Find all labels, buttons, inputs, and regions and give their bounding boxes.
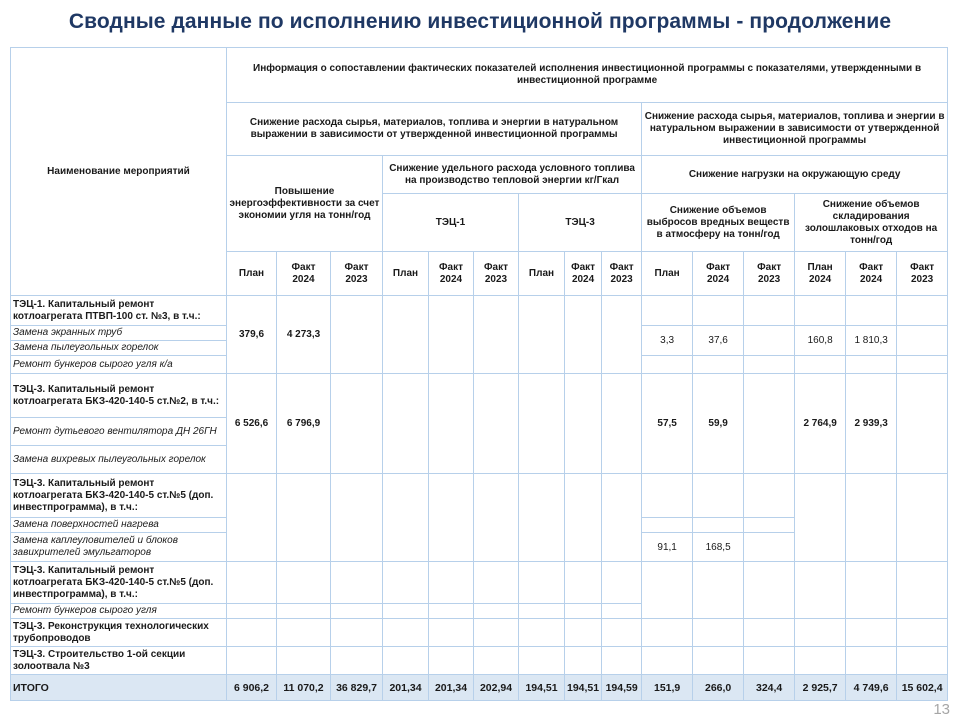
subcol-header: Факт 2024 <box>565 252 602 296</box>
total-value: 4 749,6 <box>846 675 897 701</box>
row-name: ТЭЦ-3. Капитальный ремонт котлоагрегата БКЗ-420-140-5 ст.№5 (доп. инвестпрограмма), в т.ч.: <box>11 474 227 518</box>
table-row <box>11 374 948 418</box>
cell-emissions-plan: 3,3 <box>642 326 693 356</box>
subcol-header: План <box>519 252 565 296</box>
row-name: ТЭЦ-1. Капитальный ремонт котлоагрегата ПТВП-100 ст. №3, в т.ч.: <box>11 296 227 326</box>
header-environment-load: Снижение нагрузки на окружающую среду <box>642 156 948 194</box>
row-subitem: Замена поверхностей нагрева <box>11 518 227 533</box>
table-row <box>11 474 948 518</box>
cell-emissions-fact-2024: 59,9 <box>693 374 744 474</box>
table-row <box>11 619 948 647</box>
row-subitem: Ремонт бункеров сырого угля к/а <box>11 356 227 374</box>
total-value: 202,94 <box>474 675 519 701</box>
cell-ash-plan: 160,8 <box>795 326 846 356</box>
row-subitem: Замена каплеуловителей и блоков завихрителей эмульгаторов <box>11 533 227 562</box>
subcol-header: Факт 2023 <box>474 252 519 296</box>
investment-table <box>10 47 948 701</box>
row-subitem: Замена пылеугольных горелок <box>11 341 227 356</box>
subcol-header: План 2024 <box>795 252 846 296</box>
cell-ash-fact-2024: 2 939,3 <box>846 374 897 474</box>
table-row <box>11 647 948 675</box>
total-label: ИТОГО <box>11 675 227 701</box>
subcol-header: Факт 2023 <box>897 252 948 296</box>
subcol-header: Факт 2023 <box>744 252 795 296</box>
row-name: ТЭЦ-3. Капитальный ремонт котлоагрегата БКЗ-420-140-5 ст.№5 (доп. инвестпрограмма), в т.ч.: <box>11 562 227 604</box>
row-name: ТЭЦ-3. Реконструкция технологических трубопроводов <box>11 619 227 647</box>
cell-emissions-fact-2024: 168,5 <box>693 533 744 562</box>
total-value: 266,0 <box>693 675 744 701</box>
cell-ash-fact-2024: 1 810,3 <box>846 326 897 356</box>
subcol-header: Факт 2024 <box>693 252 744 296</box>
row-name: ТЭЦ-3. Строительство 1-ой секции золоотвала №3 <box>11 647 227 675</box>
header-emissions: Снижение объемов выбросов вредных веществ в атмосферу на тонн/год <box>642 194 795 252</box>
row-subitem: Ремонт бункеров сырого угля <box>11 604 227 619</box>
cell-emissions-plan: 57,5 <box>642 374 693 474</box>
cell-emissions-plan: 91,1 <box>642 533 693 562</box>
subcol-header: Факт 2024 <box>277 252 331 296</box>
row-subitem: Замена экранных труб <box>11 326 227 341</box>
total-value: 194,59 <box>602 675 642 701</box>
subcol-header: Факт 2023 <box>602 252 642 296</box>
header-tec3: ТЭЦ-3 <box>519 194 642 252</box>
subcol-header: План <box>642 252 693 296</box>
subcol-header: План <box>227 252 277 296</box>
table-row <box>11 296 948 326</box>
header-ash: Снижение объемов складирования золошлаковых отходов на тонн/год <box>795 194 948 252</box>
row-name: ТЭЦ-3. Капитальный ремонт котлоагрегата БКЗ-420-140-5 ст.№2, в т.ч.: <box>11 374 227 418</box>
header-group-left: Снижение расхода сырья, материалов, топлива и энергии в натуральном выражении в зависимости от утвержденной инвестиционной программы <box>227 103 642 156</box>
total-value: 2 925,7 <box>795 675 846 701</box>
cell-ash-plan: 2 764,9 <box>795 374 846 474</box>
total-value: 201,34 <box>383 675 429 701</box>
cell-ee-plan: 6 526,6 <box>227 374 277 474</box>
total-value: 15 602,4 <box>897 675 948 701</box>
table-row <box>11 562 948 604</box>
cell-ee-plan: 379,6 <box>227 296 277 374</box>
subcol-header: План <box>383 252 429 296</box>
total-value: 151,9 <box>642 675 693 701</box>
subcol-header: Факт 2024 <box>846 252 897 296</box>
total-value: 201,34 <box>429 675 474 701</box>
page-title: Сводные данные по исполнению инвестиционной программы - продолжение <box>68 10 892 33</box>
subcol-header: Факт 2024 <box>429 252 474 296</box>
total-row <box>11 675 948 701</box>
cell-ee-fact-2024: 4 273,3 <box>277 296 331 374</box>
total-value: 6 906,2 <box>227 675 277 701</box>
total-value: 194,51 <box>565 675 602 701</box>
cell-emissions-fact-2024: 37,6 <box>693 326 744 356</box>
row-subitem: Замена вихревых пылеугольных горелок <box>11 446 227 474</box>
total-value: 324,4 <box>744 675 795 701</box>
subcol-header: Факт 2023 <box>331 252 383 296</box>
header-group-right: Снижение расхода сырья, материалов, топлива и энергии в натуральном выражении в зависимости от утвержденной инвестиционной программы <box>642 103 948 156</box>
total-value: 36 829,7 <box>331 675 383 701</box>
header-name-col: Наименование мероприятий <box>11 48 227 296</box>
total-value: 194,51 <box>519 675 565 701</box>
cell-ee-fact-2024: 6 796,9 <box>277 374 331 474</box>
header-tec1: ТЭЦ-1 <box>383 194 519 252</box>
row-subitem: Ремонт дутьевого вентилятора ДН 26ГН <box>11 418 227 446</box>
total-value: 11 070,2 <box>277 675 331 701</box>
header-energy-efficiency: Повышение энергоэффективности за счет экономии угля на тонн/год <box>227 156 383 252</box>
header-info: Информация о сопоставлении фактических показателей исполнения инвестиционной программы с показателями, утвержденными в инвестиционной программе <box>227 48 948 103</box>
header-specific-fuel: Снижение удельного расхода условного топлива на производство тепловой энергии кг/Гкал <box>383 156 642 194</box>
page-number: 13 <box>933 701 950 718</box>
